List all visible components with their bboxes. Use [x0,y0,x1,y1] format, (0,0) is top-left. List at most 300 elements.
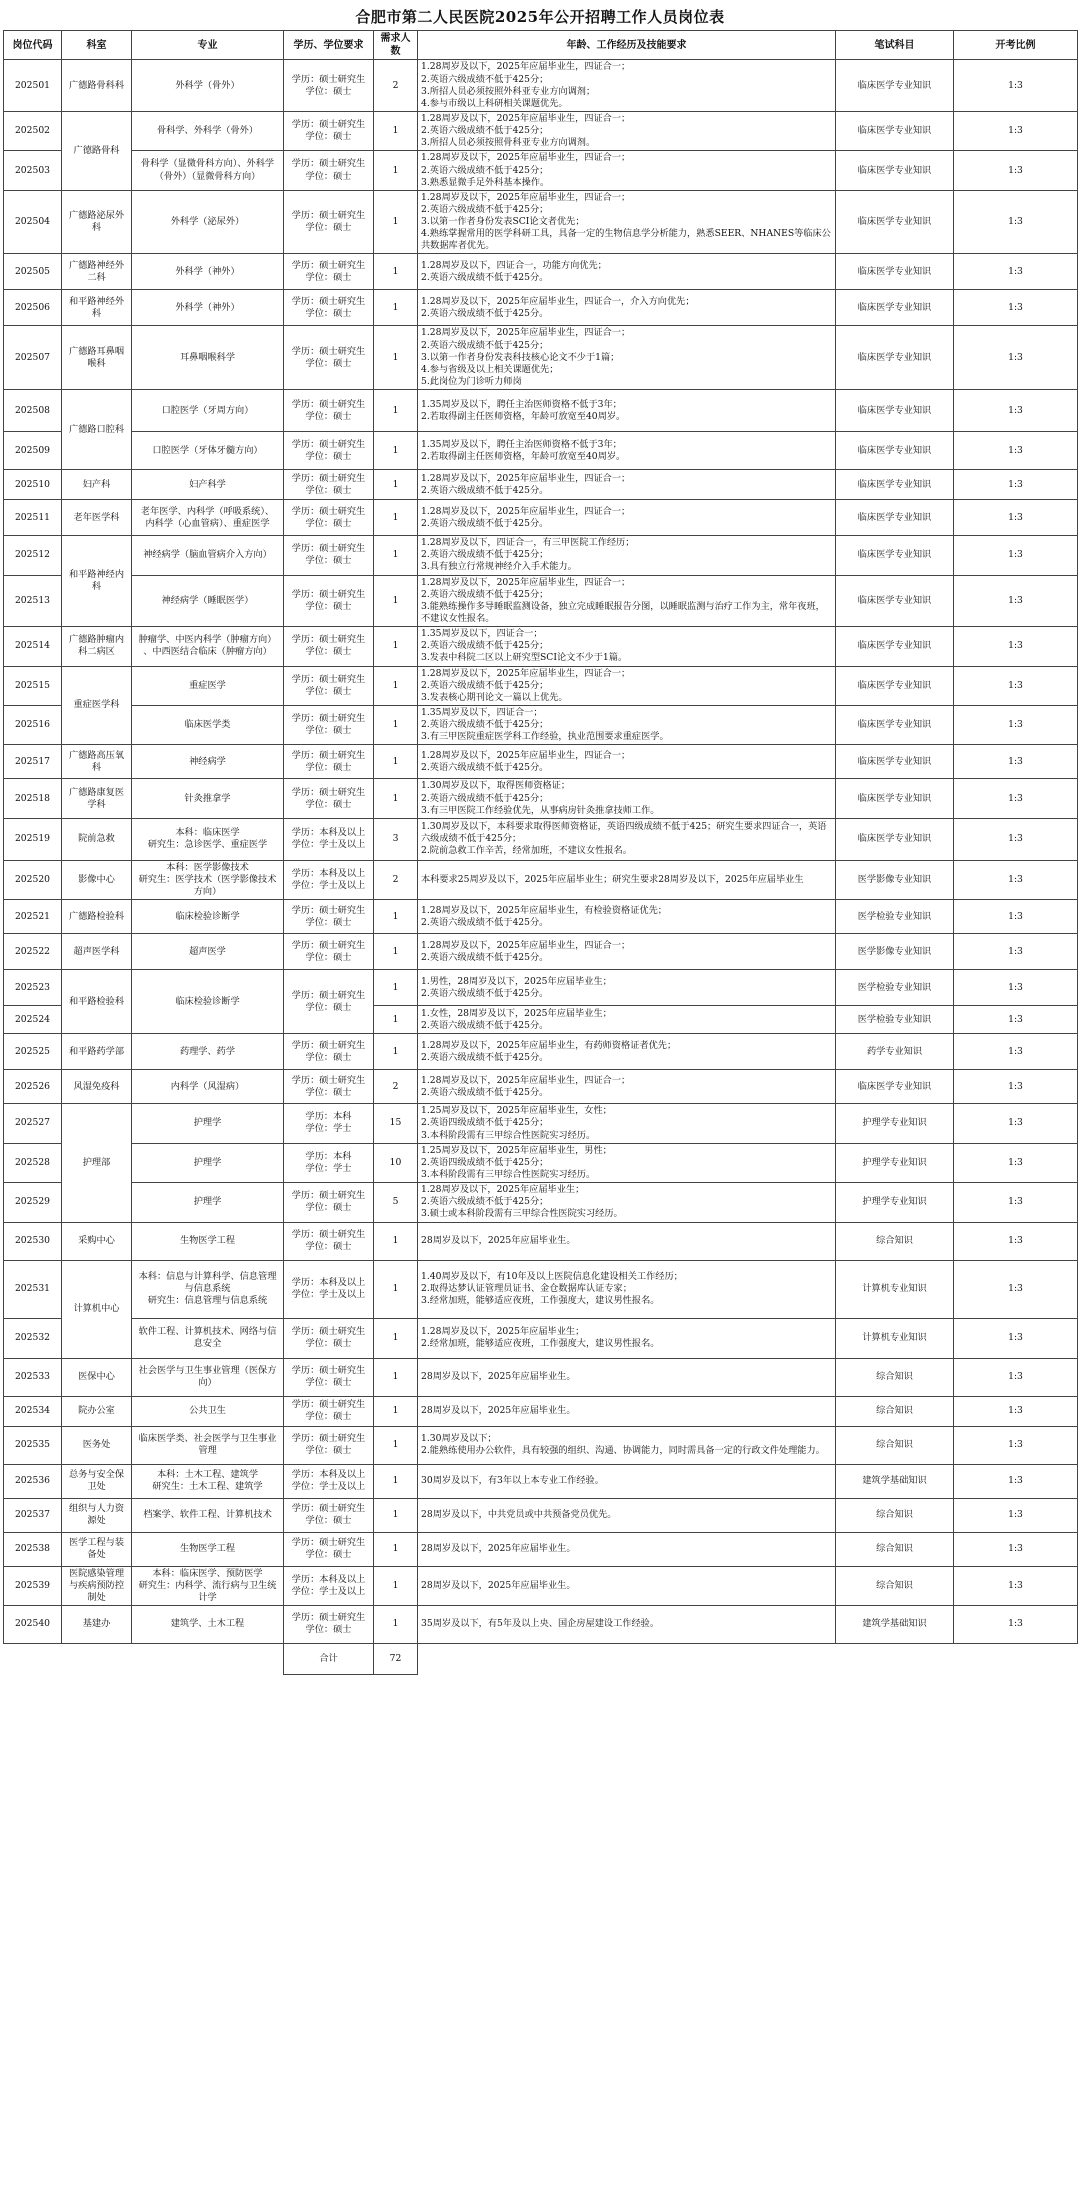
major: 本科：临床医学、预防医学 研究生：内科学、流行病与卫生统 计学 [132,1566,284,1605]
education-requirement: 学历：硕士研究生 学位：硕士 [284,1498,374,1532]
education-requirement: 学历：本科 学位：学士 [284,1104,374,1143]
headcount: 1 [374,970,418,1006]
exam-subject: 临床医学专业知识 [836,326,954,390]
position-code: 202511 [4,500,62,536]
department: 老年医学科 [62,500,132,536]
exam-ratio: 1:3 [954,190,1078,254]
exam-ratio: 1:3 [954,818,1078,860]
headcount: 1 [374,111,418,150]
education-requirement: 学历：硕士研究生 学位：硕士 [284,1070,374,1104]
position-code: 202536 [4,1464,62,1498]
exam-ratio: 1:3 [954,151,1078,190]
table-row [4,970,1078,1006]
headcount: 5 [374,1183,418,1222]
education-requirement: 学历：硕士研究生 学位：硕士 [284,706,374,745]
education-requirement: 学历：硕士研究生 学位：硕士 [284,254,374,290]
major: 超声医学 [132,934,284,970]
education-requirement: 学历：硕士研究生 学位：硕士 [284,290,374,326]
exam-subject: 临床医学专业知识 [836,1070,954,1104]
exam-subject: 计算机专业知识 [836,1318,954,1358]
major: 软件工程、计算机技术、网络与信 息安全 [132,1318,284,1358]
headcount: 1 [374,1426,418,1464]
header-major: 专业 [132,31,284,60]
major: 本科：医学影像技术 研究生：医学技术（医学影像技术 方向） [132,860,284,899]
exam-ratio: 1:3 [954,779,1078,818]
exam-subject: 医学检验专业知识 [836,970,954,1006]
education-requirement: 学历：硕士研究生 学位：硕士 [284,1532,374,1566]
department: 广德路康复医 学科 [62,779,132,818]
major: 建筑学、土木工程 [132,1605,284,1643]
headcount: 2 [374,860,418,899]
position-code: 202534 [4,1396,62,1426]
headcount: 1 [374,390,418,432]
headcount: 1 [374,779,418,818]
exam-ratio: 1:3 [954,934,1078,970]
exam-subject: 临床医学专业知识 [836,706,954,745]
exam-ratio: 1:3 [954,390,1078,432]
table-row [4,1222,1078,1260]
department: 院办公室 [62,1396,132,1426]
exam-subject: 计算机专业知识 [836,1260,954,1318]
position-code: 202507 [4,326,62,390]
table-row [4,1034,1078,1070]
major: 神经病学（脑血管病介入方向） [132,536,284,575]
department: 广德路检验科 [62,900,132,934]
requirements: 1.28周岁及以下，2025年应届毕业生，四证合一； 2.英语六级成绩不低于425分。 [418,500,836,536]
position-code: 202514 [4,627,62,666]
headcount: 1 [374,190,418,254]
education-requirement: 学历：硕士研究生 学位：硕士 [284,111,374,150]
table-row [4,151,1078,190]
total-label: 合计 [284,1643,374,1674]
table-row [4,666,1078,705]
department: 广德路耳鼻咽 喉科 [62,326,132,390]
exam-ratio: 1:3 [954,326,1078,390]
department: 医务处 [62,1426,132,1464]
exam-ratio: 1:3 [954,1498,1078,1532]
requirements: 本科要求25周岁及以下，2025年应届毕业生；研究生要求28周岁及以下，2025年应届毕业生 [418,860,836,899]
exam-ratio: 1:3 [954,254,1078,290]
headcount: 2 [374,1070,418,1104]
exam-ratio: 1:3 [954,432,1078,470]
exam-ratio: 1:3 [954,290,1078,326]
exam-subject: 护理学专业知识 [836,1143,954,1182]
exam-subject: 临床医学专业知识 [836,627,954,666]
position-code: 202526 [4,1070,62,1104]
position-code: 202540 [4,1605,62,1643]
position-code: 202530 [4,1222,62,1260]
exam-subject: 临床医学专业知识 [836,390,954,432]
requirements: 28周岁及以下，中共党员或中共预备党员优先。 [418,1498,836,1532]
major: 护理学 [132,1143,284,1182]
requirements: 1.28周岁及以下，2025年应届毕业生，四证合一； 2.英语六级成绩不低于425分； 3.所招人员必须按照外科亚专业方向调剂； 4.参与市级以上科研相关课题优先。 [418,60,836,112]
headcount: 3 [374,818,418,860]
major: 生物医学工程 [132,1222,284,1260]
table-row [4,1183,1078,1222]
exam-subject: 综合知识 [836,1358,954,1396]
education-requirement: 学历：硕士研究生 学位：硕士 [284,666,374,705]
headcount: 1 [374,1034,418,1070]
exam-subject: 建筑学基础知识 [836,1464,954,1498]
education-requirement: 学历：硕士研究生 学位：硕士 [284,970,374,1034]
requirements: 1.28周岁及以下，2025年应届毕业生； 2.经常加班，能够适应夜班，工作强度大，建议男性报名。 [418,1318,836,1358]
table-row [4,1426,1078,1464]
department: 超声医学科 [62,934,132,970]
requirements: 28周岁及以下，2025年应届毕业生。 [418,1222,836,1260]
position-code: 202531 [4,1260,62,1318]
headcount: 1 [374,1605,418,1643]
major: 外科学（神外） [132,290,284,326]
education-requirement: 学历：硕士研究生 学位：硕士 [284,190,374,254]
major: 针灸推拿学 [132,779,284,818]
education-requirement: 学历：硕士研究生 学位：硕士 [284,326,374,390]
department: 组织与人力资 源处 [62,1498,132,1532]
education-requirement: 学历：硕士研究生 学位：硕士 [284,1358,374,1396]
major: 口腔医学（牙周方向） [132,390,284,432]
department: 广德路骨科科 [62,60,132,112]
header-count: 需求人数 [374,31,418,60]
position-code: 202524 [4,1006,62,1034]
requirements: 35周岁及以下，有5年及以上央、国企房屋建设工作经验。 [418,1605,836,1643]
major: 神经病学（睡眠医学） [132,575,284,627]
department: 医学工程与装 备处 [62,1532,132,1566]
position-code: 202535 [4,1426,62,1464]
table-row [4,627,1078,666]
requirements: 1.28周岁及以下，2025年应届毕业生，四证合一； 2.英语六级成绩不低于425分。 [418,470,836,500]
requirements: 28周岁及以下，2025年应届毕业生。 [418,1532,836,1566]
headcount: 1 [374,1464,418,1498]
major: 外科学（泌尿外） [132,190,284,254]
requirements: 1.28周岁及以下，2025年应届毕业生，四证合一； 2.英语六级成绩不低于425分； 3.以第一作者身份发表科技核心论文不少于1篇； 4.参与省级及以上相关课题优先； 5.此岗位为门诊听力师岗 [418,326,836,390]
headcount: 1 [374,1566,418,1605]
exam-ratio: 1:3 [954,1318,1078,1358]
exam-subject: 综合知识 [836,1498,954,1532]
major: 本科：临床医学 研究生：急诊医学、重症医学 [132,818,284,860]
exam-subject: 临床医学专业知识 [836,536,954,575]
exam-ratio: 1:3 [954,470,1078,500]
headcount: 1 [374,500,418,536]
department: 和平路神经内 科 [62,536,132,627]
department: 和平路药学部 [62,1034,132,1070]
exam-ratio: 1:3 [954,745,1078,779]
education-requirement: 学历：本科及以上 学位：学士及以上 [284,818,374,860]
major: 耳鼻咽喉科学 [132,326,284,390]
education-requirement: 学历：硕士研究生 学位：硕士 [284,1034,374,1070]
major: 护理学 [132,1183,284,1222]
table-row [4,1143,1078,1182]
exam-subject: 综合知识 [836,1532,954,1566]
requirements: 1.女性，28周岁及以下，2025年应届毕业生； 2.英语六级成绩不低于425分。 [418,1006,836,1034]
requirements: 1.28周岁及以下，2025年应届毕业生，有检验资格证优先； 2.英语六级成绩不低于425分。 [418,900,836,934]
requirements: 1.28周岁及以下，四证合一，有三甲医院工作经历； 2.英语六级成绩不低于425分； 3.具有独立行常规神经介入手术能力。 [418,536,836,575]
exam-subject: 药学专业知识 [836,1034,954,1070]
requirements: 1.28周岁及以下，四证合一，功能方向优先； 2.英语六级成绩不低于425分。 [418,254,836,290]
major: 社会医学与卫生事业管理（医保方 向） [132,1358,284,1396]
education-requirement: 学历：硕士研究生 学位：硕士 [284,745,374,779]
exam-subject: 综合知识 [836,1222,954,1260]
exam-ratio: 1:3 [954,1034,1078,1070]
headcount: 1 [374,151,418,190]
header-edu: 学历、学位要求 [284,31,374,60]
table-row [4,432,1078,470]
header-req: 年龄、工作经历及技能要求 [418,31,836,60]
requirements: 1.28周岁及以下，2025年应届毕业生，四证合一； 2.英语六级成绩不低于425分； 3.发表核心期刊论文一篇以上优先。 [418,666,836,705]
position-code: 202522 [4,934,62,970]
table-row [4,1358,1078,1396]
headcount: 1 [374,326,418,390]
headcount: 1 [374,290,418,326]
requirements: 1.28周岁及以下，2025年应届毕业生，四证合一； 2.英语六级成绩不低于425分； 3.能熟练操作多导睡眠监测设备，独立完成睡眠报告分图，以睡眠监测与治疗工作为主，常年夜班，不建议女性报名。 [418,575,836,627]
headcount: 1 [374,1260,418,1318]
education-requirement: 学历：硕士研究生 学位：硕士 [284,390,374,432]
exam-ratio: 1:3 [954,500,1078,536]
exam-subject: 综合知识 [836,1566,954,1605]
major: 临床医学类 [132,706,284,745]
headcount: 1 [374,1006,418,1034]
exam-subject: 临床医学专业知识 [836,575,954,627]
header-exam: 笔试科目 [836,31,954,60]
headcount: 2 [374,60,418,112]
exam-ratio: 1:3 [954,1222,1078,1260]
education-requirement: 学历：硕士研究生 学位：硕士 [284,1222,374,1260]
table-row [4,706,1078,745]
requirements: 1.30周岁及以下，取得医师资格证； 2.英语六级成绩不低于425分； 3.有三甲医院工作经验优先，从事病房针灸推拿技师工作。 [418,779,836,818]
position-code: 202525 [4,1034,62,1070]
table-row [4,1605,1078,1643]
department: 影像中心 [62,860,132,899]
major: 临床医学类、社会医学与卫生事业 管理 [132,1426,284,1464]
table-row [4,1532,1078,1566]
headcount: 1 [374,1532,418,1566]
exam-ratio: 1:3 [954,1104,1078,1143]
major: 外科学（神外） [132,254,284,290]
education-requirement: 学历：硕士研究生 学位：硕士 [284,1605,374,1643]
exam-subject: 临床医学专业知识 [836,190,954,254]
position-code: 202515 [4,666,62,705]
education-requirement: 学历：本科及以上 学位：学士及以上 [284,1464,374,1498]
headcount: 1 [374,934,418,970]
requirements: 1.28周岁及以下，2025年应届毕业生，四证合一； 2.英语六级成绩不低于425分。 [418,745,836,779]
table-row [4,326,1078,390]
position-code: 202506 [4,290,62,326]
requirements: 1.28周岁及以下，2025年应届毕业生，四证合一，介入方向优先； 2.英语六级成绩不低于425分。 [418,290,836,326]
headcount: 1 [374,745,418,779]
position-code: 202512 [4,536,62,575]
headcount: 1 [374,1498,418,1532]
table-row [4,390,1078,432]
exam-subject: 临床医学专业知识 [836,254,954,290]
headcount: 1 [374,254,418,290]
major: 临床检验诊断学 [132,900,284,934]
table-row [4,190,1078,254]
department: 计算机中心 [62,1260,132,1358]
position-code: 202532 [4,1318,62,1358]
exam-subject: 医学影像专业知识 [836,934,954,970]
headcount: 1 [374,432,418,470]
education-requirement: 学历：本科及以上 学位：学士及以上 [284,860,374,899]
major: 骨科学、外科学（骨外） [132,111,284,150]
table-row [4,1318,1078,1358]
education-requirement: 学历：硕士研究生 学位：硕士 [284,627,374,666]
major: 内科学（风湿病） [132,1070,284,1104]
table-row [4,111,1078,150]
major: 档案学、软件工程、计算机技术 [132,1498,284,1532]
exam-ratio: 1:3 [954,1183,1078,1222]
exam-ratio: 1:3 [954,1426,1078,1464]
major: 神经病学 [132,745,284,779]
exam-subject: 临床医学专业知识 [836,151,954,190]
position-code: 202513 [4,575,62,627]
position-code: 202504 [4,190,62,254]
requirements: 1.30周岁及以下，本科要求取得医师资格证，英语四级成绩不低于425；研究生要求四证合一，英语六级成绩不低于425分； 2.院前急救工作辛苦，经常加班，不建议女性报名。 [418,818,836,860]
requirements: 1.35周岁及以下，四证合一； 2.英语六级成绩不低于425分； 3.发表中科院二区以上研究型SCI论文不少于1篇。 [418,627,836,666]
department: 广德路骨科 [62,111,132,190]
position-code: 202523 [4,970,62,1006]
position-code: 202527 [4,1104,62,1143]
headcount: 1 [374,1396,418,1426]
position-code: 202528 [4,1143,62,1182]
position-code: 202519 [4,818,62,860]
position-code: 202501 [4,60,62,112]
exam-subject: 医学影像专业知识 [836,860,954,899]
position-code: 202508 [4,390,62,432]
requirements: 1.28周岁及以下，2025年应届毕业生，四证合一； 2.英语六级成绩不低于425分； 3.熟悉显微手足外科基本操作。 [418,151,836,190]
table-row [4,575,1078,627]
requirements: 1.40周岁及以下，有10年及以上医院信息化建设相关工作经历； 2.取得达梦认证管理员证书、金仓数据库认证专家； 3.经常加班，能够适应夜班，工作强度大，建议男性报名。 [418,1260,836,1318]
position-code: 202517 [4,745,62,779]
exam-ratio: 1:3 [954,1006,1078,1034]
requirements: 1.28周岁及以下，2025年应届毕业生，四证合一； 2.英语六级成绩不低于425分； 3.以第一作者身份发表SCI论文者优先； 4.熟练掌握常用的医学科研工具，具备一定的生物信息学分析能力，熟悉SEER、NHANES等临床公共数据库者优先。 [418,190,836,254]
headcount: 1 [374,666,418,705]
table-row [4,1260,1078,1318]
position-code: 202533 [4,1358,62,1396]
department: 风湿免疫科 [62,1070,132,1104]
major: 重症医学 [132,666,284,705]
exam-ratio: 1:3 [954,1070,1078,1104]
positions-table [3,30,1078,1675]
table-row [4,290,1078,326]
education-requirement: 学历：本科 学位：学士 [284,1143,374,1182]
exam-ratio: 1:3 [954,1464,1078,1498]
requirements: 30周岁及以下，有3年以上本专业工作经验。 [418,1464,836,1498]
requirements: 28周岁及以下，2025年应届毕业生。 [418,1358,836,1396]
requirements: 1.35周岁及以下，聘任主治医师资格不低于3年； 2.若取得副主任医师资格，年龄可放宽至40周岁。 [418,390,836,432]
department: 医保中心 [62,1358,132,1396]
education-requirement: 学历：硕士研究生 学位：硕士 [284,500,374,536]
position-code: 202518 [4,779,62,818]
department: 采购中心 [62,1222,132,1260]
total-row [4,1643,1078,1674]
exam-ratio: 1:3 [954,111,1078,150]
exam-ratio: 1:3 [954,970,1078,1006]
position-code: 202529 [4,1183,62,1222]
department: 广德路肿瘤内 科二病区 [62,627,132,666]
major: 公共卫生 [132,1396,284,1426]
department: 广德路口腔科 [62,390,132,470]
requirements: 1.28周岁及以下，2025年应届毕业生，四证合一； 2.英语六级成绩不低于425分； 3.所招人员必须按照骨科亚专业方向调剂。 [418,111,836,150]
exam-ratio: 1:3 [954,627,1078,666]
major: 本科：土木工程、建筑学 研究生：土木工程、建筑学 [132,1464,284,1498]
education-requirement: 学历：硕士研究生 学位：硕士 [284,1183,374,1222]
department: 基建办 [62,1605,132,1643]
headcount: 1 [374,1358,418,1396]
exam-subject: 综合知识 [836,1426,954,1464]
education-requirement: 学历：硕士研究生 学位：硕士 [284,575,374,627]
education-requirement: 学历：硕士研究生 学位：硕士 [284,1396,374,1426]
header-code: 岗位代码 [4,31,62,60]
major: 临床检验诊断学 [132,970,284,1034]
department: 广德路神经外 二科 [62,254,132,290]
education-requirement: 学历：本科及以上 学位：学士及以上 [284,1260,374,1318]
headcount: 1 [374,1318,418,1358]
department: 和平路神经外 科 [62,290,132,326]
requirements: 1.25周岁及以下，2025年应届毕业生，男性； 2.英语四级成绩不低于425分； 3.本科阶段需有三甲综合性医院实习经历。 [418,1143,836,1182]
requirements: 1.28周岁及以下，2025年应届毕业生，有药师资格证者优先； 2.英语六级成绩不低于425分。 [418,1034,836,1070]
department: 广德路高压氧 科 [62,745,132,779]
table-row [4,60,1078,112]
headcount: 1 [374,575,418,627]
major: 药理学、药学 [132,1034,284,1070]
exam-ratio: 1:3 [954,860,1078,899]
table-row [4,860,1078,899]
table-row [4,934,1078,970]
exam-subject: 临床医学专业知识 [836,432,954,470]
position-code: 202505 [4,254,62,290]
table-row [4,1396,1078,1426]
department: 重症医学科 [62,666,132,745]
exam-ratio: 1:3 [954,1566,1078,1605]
requirements: 1.35周岁及以下，四证合一； 2.英语六级成绩不低于425分； 3.有三甲医院重症医学科工作经验，执业范围要求重症医学。 [418,706,836,745]
exam-ratio: 1:3 [954,666,1078,705]
position-code: 202503 [4,151,62,190]
document-title: 合肥市第二人民医院2025年公开招聘工作人员岗位表 [355,8,725,26]
position-code: 202516 [4,706,62,745]
exam-ratio: 1:3 [954,900,1078,934]
exam-ratio: 1:3 [954,1260,1078,1318]
exam-ratio: 1:3 [954,536,1078,575]
position-code: 202510 [4,470,62,500]
education-requirement: 学历：硕士研究生 学位：硕士 [284,536,374,575]
table-row [4,745,1078,779]
education-requirement: 学历：硕士研究生 学位：硕士 [284,900,374,934]
table-row [4,470,1078,500]
headcount: 10 [374,1143,418,1182]
major: 护理学 [132,1104,284,1143]
department: 和平路检验科 [62,970,132,1034]
department: 妇产科 [62,470,132,500]
major: 外科学（骨外） [132,60,284,112]
major: 肿瘤学、中医内科学（肿瘤方向） 、中西医结合临床（肿瘤方向） [132,627,284,666]
exam-subject: 临床医学专业知识 [836,111,954,150]
headcount: 1 [374,706,418,745]
position-code: 202539 [4,1566,62,1605]
headcount: 15 [374,1104,418,1143]
header-dept: 科室 [62,31,132,60]
exam-subject: 护理学专业知识 [836,1104,954,1143]
exam-subject: 临床医学专业知识 [836,60,954,112]
table-row [4,1464,1078,1498]
headcount: 1 [374,900,418,934]
header-ratio: 开考比例 [954,31,1078,60]
exam-subject: 临床医学专业知识 [836,818,954,860]
exam-subject: 临床医学专业知识 [836,779,954,818]
exam-subject: 医学检验专业知识 [836,1006,954,1034]
table-row [4,1498,1078,1532]
position-code: 202502 [4,111,62,150]
requirements: 1.30周岁及以下； 2.能熟练使用办公软件，具有较强的组织、沟通、协调能力，同时需具备一定的行政文件处理能力。 [418,1426,836,1464]
department: 总务与安全保 卫处 [62,1464,132,1498]
exam-subject: 临床医学专业知识 [836,745,954,779]
